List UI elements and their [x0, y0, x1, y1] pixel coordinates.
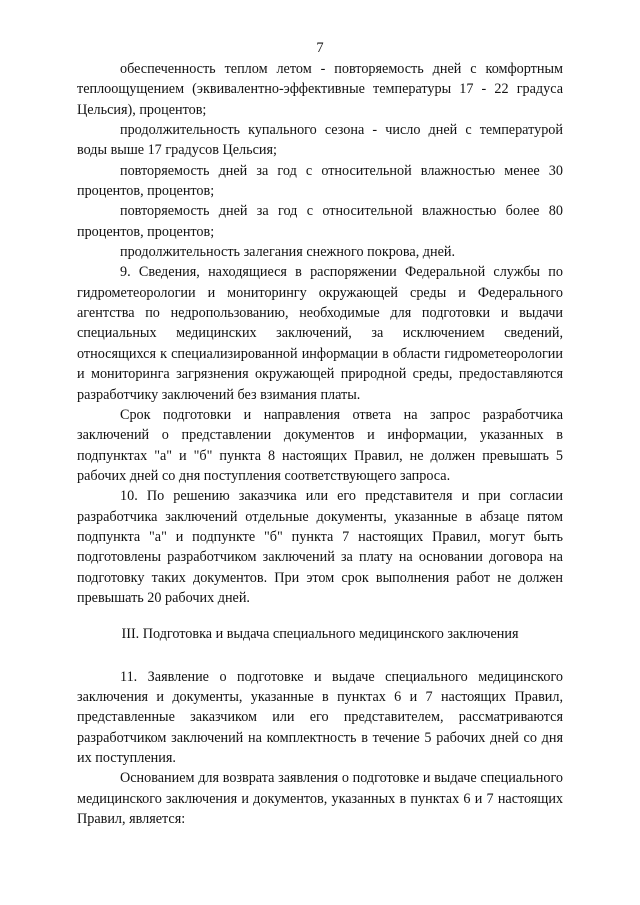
paragraph-response-deadline: Срок подготовки и направления ответа на запрос разработчика заключений о представлении документов и информации, указанных в подпунктах "а" и "б" пункта 8 настоящих Правил, не должен превышать 5 рабочих дней со дня поступления соответствующего запроса.	[77, 406, 563, 484]
page-number: 7	[316, 40, 324, 56]
paragraph-item-11: 11. Заявление о подготовке и выдаче специального медицинского заключения и документы, указанные в пунктах 6 и 7 настоящих Правил, представленные заказчиком или его представителем, рассматриваются разработчиком заключений на комплектность в течение 5 рабочих дней со дня их поступления.	[77, 668, 563, 766]
paragraph-heat-comfort: обеспеченность теплом летом - повторяемость дней с комфортным теплоощущением (эквивалентно-эффективные температуры 17 - 22 градуса Цельсия), процентов;	[77, 61, 563, 118]
paragraph-return-grounds: Основанием для возврата заявления о подготовке и выдаче специального медицинского заключения и документов, указанных в пунктах 6 и 7 настоящих Правил, является:	[77, 770, 563, 828]
paragraph-item-10: 10. По решению заказчика или его представителя и при согласии разработчика заключений отдельные документы, указанные в абзаце пятом подпункта "а" и подпункте "б" пункта 7 настоящих Правил, могут быть подготовлены разработчиком заключений за плату на основании договора на подготовку таких документов. При этом срок выполнения работ не должен превышать 20 рабочих дней.	[77, 488, 563, 606]
paragraph-item-9: 9. Сведения, находящиеся в распоряжении Федеральной службы по гидрометеорологии и мониторингу окружающей среды и Федерального агентства по недропользованию, необходимые для подготовки и выдачи специальных медицинских заключений, за исключением сведений, относящихся к специализированной информации в области гидрометеорологии и мониторинга загрязнения окружающей природной среды, предоставляются разработчику заключений без взимания платы.	[77, 264, 563, 403]
section-heading: III. Подготовка и выдача специального медицинского заключения	[121, 626, 519, 643]
document-body	[77, 59, 563, 829]
paragraph-bathing-season: продолжительность купального сезона - число дней с температурой воды выше 17 градусов Цельсия;	[77, 122, 563, 159]
paragraph-high-humidity: повторяемость дней за год с относительной влажностью более 80 процентов, процентов;	[77, 203, 563, 240]
paragraph-snow-cover: продолжительность залегания снежного покрова, дней.	[120, 244, 456, 261]
paragraph-low-humidity: повторяемость дней за год с относительной влажностью менее 30 процентов, процентов;	[77, 162, 563, 200]
